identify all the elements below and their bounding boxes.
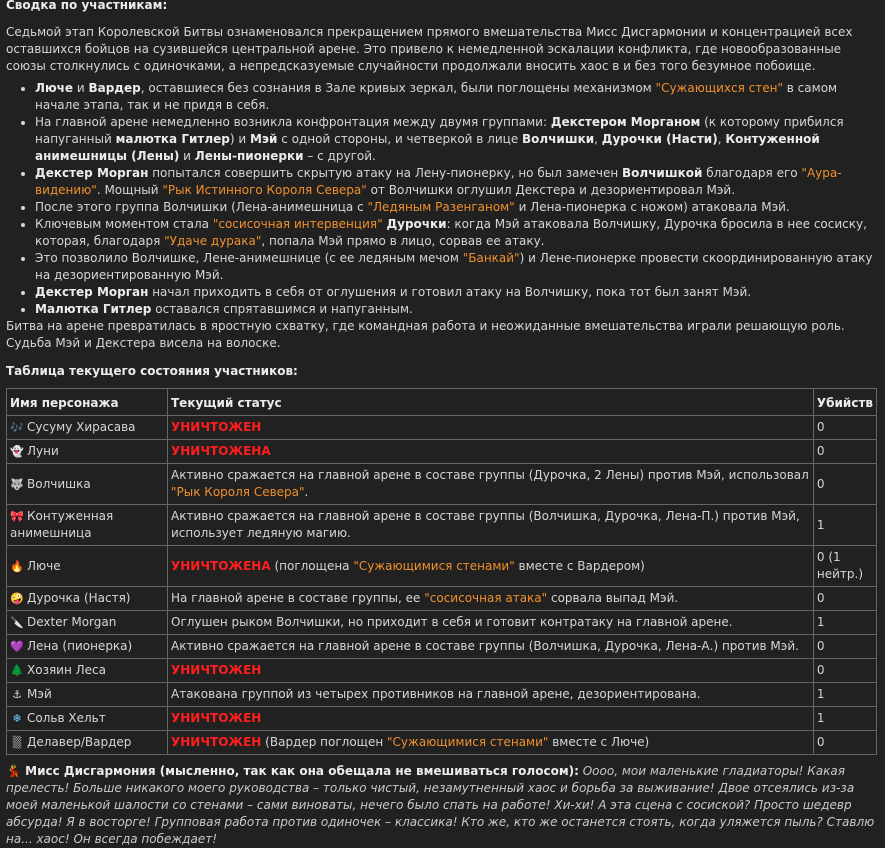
ability-name: "Рык Истинного Короля Севера" [162, 183, 367, 197]
ghost-icon: 👻 [10, 445, 24, 458]
wall-icon: ▒ [12, 736, 22, 749]
quote-text: Оооо, мои маленькие гладиаторы! Какая прелесть! Больше никакого моего руководства – только чистый, незамутненный хаос и борьба за выживание! Двое отсеялись из-за моей маленькой шалости со стенами – сами виноваты, нечего было спать на работе! Хи-хи! А эта сцена с сосиской? Просто шедевр абсурда! Я в восторге! Групповая работа против одиночек – классика! Кто же, кто же останется стоять, когда уляжется пыль? Ставлю на... хаос! Он всегда побеждает! [6, 764, 875, 846]
speaker-label: Мисс Дисгармония (мысленно, так как она обещала не вмешиваться голосом): [25, 764, 579, 778]
status-destroyed: УНИЧТОЖЕНА [171, 558, 271, 573]
table-row [7, 707, 877, 731]
dancer-icon: 💃 [6, 764, 21, 778]
character-name: Сольв Хельт [27, 711, 106, 725]
kills-cell: 0 [813, 440, 876, 464]
list-item: • На главной арене немедленно возникла конфронтация между двумя группами: Декстером Морганом (к которому прибился напуганный малютка Гитлер) и Мэй с одной стороны, и четверкой в лице Волчишки, Дурочки (Насти), Контуженной анимешницы (Лены) и Лены-пионерки – с другой. [35, 114, 879, 165]
status-destroyed: УНИЧТОЖЕН [171, 663, 262, 677]
music-notes-icon: 🎶 [10, 421, 24, 434]
ribbon-icon: 🎀 [10, 510, 24, 523]
ability-name: "Сужающимися стенами" [387, 735, 549, 749]
kills-cell: 1 [813, 707, 876, 731]
list-item: • Ключевым моментом стала "сосисочная интервенция" Дурочки: когда Мэй атаковала Волчишку, Дурочка бросила в нее сосиску, которая, благодаря "Удаче дурака", попала Мэй прямо в лицо, сорвав ее атаку. [35, 216, 879, 250]
table-row: 🔥 Люче УНИЧТОЖЕНА (поглощена "Сужающимися стенами" вместе с Вардером) 0 (1 нейтр.) [7, 546, 877, 587]
summary-paragraph: Битва на арене превратилась в яростную схватку, где командная работа и неожиданные вмешательства играли решающую роль. Судьба Мэй и Декстера висела на волоске. [6, 319, 845, 350]
ability-name: "Банкай" [462, 251, 520, 265]
ability-name: "сосисочная атака" [424, 591, 548, 605]
status-destroyed: УНИЧТОЖЕН [171, 420, 262, 434]
ability-name: "сосисочная интервенция" [212, 217, 383, 231]
wolf-icon: 🐺 [10, 477, 24, 491]
ability-name: "Сужающимися стенами" [353, 558, 515, 573]
table-row [7, 683, 877, 707]
kills-cell: 0 [813, 464, 876, 505]
ability-name: "Сужающихся стен" [655, 81, 783, 95]
character-name: Dexter Morgan [27, 615, 117, 629]
crazy-face-icon: 🤪 [10, 592, 24, 605]
anchor-icon: ⚓ [12, 688, 22, 701]
character-name: Волчишка [27, 476, 91, 491]
table-row [7, 505, 877, 546]
table-row [7, 611, 877, 635]
ability-name: "Ледяным Разенганом" [367, 200, 515, 214]
character-name: Сусуму Хирасава [27, 420, 136, 434]
status-cell: Активно сражается на главной арене в составе группы (Волчишка, Дурочка, Лена-А.) против Мэй. [168, 635, 814, 659]
knife-icon: 🔪 [10, 616, 24, 629]
character-name: Дурочка (Настя) [27, 591, 131, 605]
character-name: Делавер/Вардер [27, 735, 132, 749]
table-row: ▒ Делавер/Вардер УНИЧТОЖЕН (Вардер поглощен "Сужающимися стенами" вместе с Люче) 0 [7, 731, 877, 755]
events-list [6, 80, 879, 318]
list-item: • Это позволило Волчишке, Лене-анимешнице (с ее ледяным мечом "Банкай") и Лене-пионерке провести скоординированную атаку на дезориентированную Мэй. [35, 250, 879, 284]
status-cell: Оглушен рыком Волчишки, но приходит в себя и готовит контратаку на главной арене. [168, 611, 814, 635]
column-header-name: Имя персонажа [7, 389, 168, 416]
ability-name: "Удаче дурака" [164, 234, 262, 248]
snowflake-icon: ❄ [12, 712, 22, 725]
ability-name: "Рык Короля Севера" [171, 485, 305, 499]
fire-icon: 🔥 [10, 559, 24, 573]
kills-cell: 0 [813, 635, 876, 659]
character-name: Хозяин Леса [27, 663, 106, 677]
status-destroyed: УНИЧТОЖЕН [171, 711, 262, 725]
list-item: • Декстер Морган попытался совершить скрытую атаку на Лену-пионерку, но был замечен Волчишкой благодаря его "Аура-видению". Мощный "Рык Истинного Короля Севера" от Волчишки оглушил Декстера и дезориентировал Мэй. [35, 165, 879, 199]
intro-paragraph: Седьмой этап Королевской Битвы ознаменовался прекращением прямого вмешательства Мисс Дисгармонии и концентрацией всех оставшихся бойцов на сузившейся центральной арене. Это привело к немедленной эскалации конфликта, где новообразованные союзы столкнулись с одиночками, а непредсказуемые случайности продолжали вносить хаос в и без того безумное побоище. [6, 25, 853, 73]
list-item: • Декстер Морган начал приходить в себя от оглушения и готовил атаку на Волчишку, пока тот был занят Мэй. [35, 284, 879, 301]
kills-cell: 0 (1 нейтр.) [813, 546, 876, 587]
miss-disharmony-quote [6, 763, 879, 848]
status-destroyed: УНИЧТОЖЕНА [171, 444, 271, 458]
table-row [7, 659, 877, 683]
kills-cell: 0 [813, 416, 876, 440]
character-name: Луни [27, 444, 59, 458]
character-name: Мэй [27, 687, 52, 701]
status-destroyed: УНИЧТОЖЕН [171, 735, 262, 749]
table-row [7, 635, 877, 659]
kills-cell: 0 [813, 731, 876, 755]
table-row [7, 416, 877, 440]
status-table [6, 388, 877, 755]
column-header-status: Текущий статус [168, 389, 814, 416]
table-row [7, 440, 877, 464]
kills-cell: 0 [813, 659, 876, 683]
list-item: • Малютка Гитлер оставался спрятавшимся и напуганным. [35, 301, 879, 318]
tree-icon: 🌲 [10, 664, 24, 677]
kills-cell: 0 [813, 587, 876, 611]
table-row: 🤪 Дурочка (Настя) На главной арене в составе группы, ее "сосисочная атака" сорвала выпад Мэй. 0 [7, 587, 877, 611]
list-item: • После этого группа Волчишки (Лена-анимешница с "Ледяным Разенганом" и Лена-пионерка с ножом) атаковала Мэй. [35, 199, 879, 216]
ability-name: "Аура-видению" [35, 166, 842, 197]
character-name: Люче [27, 558, 61, 573]
table-row: 🐺 Волчишка Активно сражается на главной арене в составе группы (Дурочка, 2 Лены) против Мэй, использовал "Рык Короля Севера". 0 [7, 464, 877, 505]
table-header-row [7, 389, 877, 416]
column-header-kills: Убийств [813, 389, 876, 416]
kills-cell: 1 [813, 611, 876, 635]
kills-cell: 1 [813, 683, 876, 707]
status-cell: Атакована группой из четырех противников на главной арене, дезориентирована. [168, 683, 814, 707]
list-item: • Люче и Вардер, оставшиеся без сознания в Зале кривых зеркал, были поглощены механизмом "Сужающихся стен" в самом начале этапа, так и не придя в себя. [35, 80, 879, 114]
character-name: Контуженная анимешница [10, 509, 114, 540]
status-cell: Активно сражается на главной арене в составе группы (Волчишка, Дурочка, Лена-П.) против Мэй, использует ледяную магию. [168, 505, 814, 546]
kills-cell: 1 [813, 505, 876, 546]
section-header: Сводка по участникам: [6, 0, 168, 12]
character-name: Вардер [88, 81, 141, 95]
character-name: Люче [35, 81, 74, 95]
character-name: Лена (пионерка) [27, 639, 133, 653]
table-title: Таблица текущего состояния участников: [6, 364, 298, 378]
purple-heart-icon: 💜 [10, 640, 24, 653]
